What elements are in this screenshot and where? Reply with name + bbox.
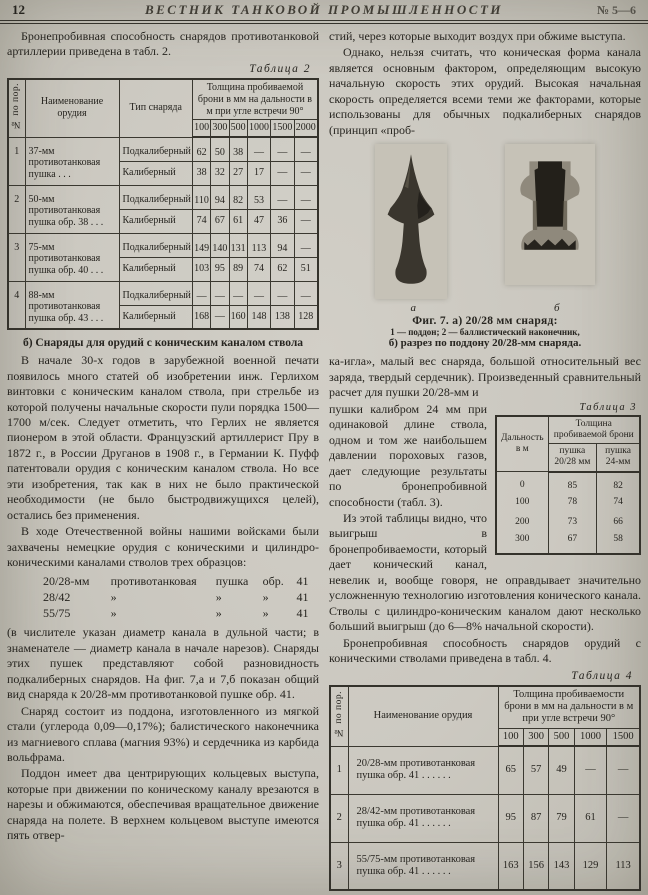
table-cell: 55/75-мм противотанковая пушка обр. 41 . . . . . .	[348, 842, 498, 890]
table-cell: 20/28-мм противотанковая пушка обр. 41 . . . . . .	[348, 746, 498, 794]
table-cell: 1	[330, 746, 348, 794]
table-cell: 3	[330, 842, 348, 890]
table4-col: 300	[523, 728, 548, 746]
table-cell: 57	[523, 746, 548, 794]
table-cell: 113	[247, 233, 270, 257]
table-row	[8, 185, 318, 209]
table-cell: 113	[607, 842, 640, 890]
projectile-photo-b	[505, 144, 595, 285]
table-cell: 82	[597, 472, 640, 493]
table-cell: 2	[8, 185, 25, 233]
table-cell: 74	[192, 209, 210, 233]
table-cell: 51	[294, 257, 318, 281]
projectile-photo-a	[375, 144, 447, 299]
table3-caption: Таблица 3	[579, 401, 637, 413]
table-cell: 94	[271, 233, 294, 257]
paragraph-war-trophies: В ходе Отечественной войны нашими войсками были захвачены немецкие орудия с коническими и цилиндро-коническими каналами стволов трех образцов:	[7, 524, 319, 570]
table-cell: 50-мм противотанковая пушка обр. 38 . . .	[25, 185, 119, 233]
table-cell: 82	[229, 185, 247, 209]
table-cell: Калиберный	[119, 305, 192, 329]
table-cell: 61	[229, 209, 247, 233]
figure-label-b: б	[553, 302, 560, 315]
table-cell: 74	[597, 493, 640, 513]
table-cell: 110	[192, 185, 210, 209]
section-heading: б) Снаряды для орудий с коническим каналом ствола	[22, 337, 304, 350]
table-cell: 138	[271, 305, 294, 329]
list-cell: пушка	[215, 573, 249, 588]
table-cell: Калиберный	[119, 257, 192, 281]
table-cell: 2	[330, 794, 348, 842]
list-cell: »	[110, 606, 117, 621]
table-row	[8, 281, 318, 305]
table-row	[8, 233, 318, 257]
table-cell: 163	[498, 842, 523, 890]
paragraph-vyigrysh: Из этой таблицы видно, что выигрыш в бронепробиваемости, который дает конический канал, невелик и, вообще говоря, не оправдывает значительно усложненную технологию изготовления конического канала. Стволы с цилиндро-коническим каналом дают несколько больший выигрыш (до 6—8% начальной скорости).	[329, 510, 641, 634]
table-cell: 87	[523, 794, 548, 842]
table-cell: —	[607, 794, 640, 842]
gun-list	[43, 573, 319, 622]
paragraph-history: В начале 30-х годов в зарубежной военной печати появилось много статей об изобретении инж. Герлихом винтовки с коническим каналом ствола, при стрельбе из которой получены начальные скорости пули порядка 1500—1700 м/сек. Следует отметить, что Герлих не является пионером в этой области. Французский артиллерист Пру в 1872 г., в России Друганов в 1908 г., в Германии К. Пуфф патентовали орудия с коническим каналом ствола. Но все эти изобретения, так как в них не было практической необходимости (не было быстродвижущихся целей), остались без применения.	[7, 353, 319, 522]
table-cell: —	[294, 161, 318, 185]
page-number: 12	[12, 2, 25, 17]
list-item	[43, 605, 319, 621]
table-cell: 100	[496, 493, 548, 513]
table-cell: 74	[247, 257, 270, 281]
right-column	[329, 29, 641, 891]
table-cell: —	[271, 137, 294, 161]
figure-7	[329, 144, 641, 349]
figure-caption-line3: б) разрез по поддону 20/28-мм снаряда.	[388, 337, 582, 350]
issue-number: № 5—6	[596, 3, 636, 17]
table-cell: Калиберный	[119, 209, 192, 233]
table4	[329, 685, 641, 892]
list-cell: 55/75	[43, 606, 71, 621]
table2-header-span: Толщина пробиваемой брони в мм на дальности в м при угле встречи 90°	[192, 79, 318, 120]
table-cell: 67	[548, 533, 597, 554]
table2-col: 2000	[294, 120, 318, 137]
list-cell: противотанковая	[110, 573, 197, 588]
table-cell: 95	[211, 257, 229, 281]
table-cell: —	[294, 185, 318, 209]
table-cell: 27	[229, 161, 247, 185]
table3-header-range: Дальность в м	[496, 416, 548, 472]
list-cell: 28/42	[43, 589, 71, 604]
table2	[7, 78, 319, 330]
table-row	[496, 472, 640, 493]
table-cell: 103	[192, 257, 210, 281]
list-cell: »	[110, 589, 117, 604]
table-cell: —	[247, 281, 270, 305]
table-cell: 49	[549, 746, 574, 794]
table4-header-name: Наименование орудия	[348, 686, 498, 747]
table-row	[330, 842, 640, 890]
table-cell: 53	[247, 185, 270, 209]
figure-caption-line2: 1 — поддон; 2 — баллистический наконечник,	[390, 327, 580, 338]
table-cell: 66	[597, 513, 640, 533]
left-column	[7, 29, 319, 891]
table-cell: 156	[523, 842, 548, 890]
list-item	[43, 573, 319, 589]
table-cell: 94	[211, 185, 229, 209]
paragraph-odnako: Однако, нельзя считать, что коническая форма канала является основным фактором, определяющим высокую начальную скорость этих орудий. Высокая начальная скорость определяется всеми теми же факторами, которые использованы для обычных подкалиберных снарядов (принцип «проб-	[329, 45, 641, 137]
table-cell: 58	[597, 533, 640, 554]
table-cell: 78	[548, 493, 597, 513]
table-cell: 3	[8, 233, 25, 281]
table-row	[496, 533, 640, 554]
table-cell: 62	[271, 257, 294, 281]
table4-caption: Таблица 4	[571, 669, 633, 682]
table-cell: Подкалиберный	[119, 281, 192, 305]
paragraph-igla-full: ка-игла», малый вес снаряда, большой относительный вес заряда, твердый сердечник). Произведенный сравнительный расчет для пушки 20/28-мм и	[329, 354, 641, 400]
table-cell: —	[271, 185, 294, 209]
table2-header-name: Наименование орудия	[25, 79, 119, 137]
table-cell: Подкалиберный	[119, 233, 192, 257]
paragraph-shell-design: Снаряд состоит из поддона, изготовленного из мягкой стали (углерода 0,09—0,17%); балистического наконечника из магниевого сплава (магния 93%) и сердечника из карбида вольфрама.	[7, 703, 319, 764]
list-cell: »	[215, 606, 222, 621]
table-cell: —	[607, 746, 640, 794]
paragraph-note: (в числителе указан диаметр канала в дульной части; в знаменателе — диаметр канала в начале нарезов). Снаряды этих пушек представляют собой разновидность подкалиберных снарядов. На фиг. 7,а и 7,б показан общий вид снаряда к 20/28-мм противотанковой пушке обр. 41.	[7, 625, 319, 702]
table-row	[330, 794, 640, 842]
table4-header-num: № по пор.	[330, 686, 348, 747]
table-cell: 61	[574, 794, 607, 842]
table-cell: 47	[247, 209, 270, 233]
table-cell: 95	[498, 794, 523, 842]
table-cell: 50	[211, 137, 229, 161]
list-cell: обр.	[262, 573, 284, 588]
table-cell: —	[574, 746, 607, 794]
table-row	[496, 513, 640, 533]
table-cell: —	[294, 209, 318, 233]
table3-header-span: Толщина пробиваемой брони	[548, 416, 640, 444]
list-item	[43, 589, 319, 605]
table3-header-gun2: пушка 24-мм	[597, 444, 640, 472]
table-row	[496, 493, 640, 513]
table-cell: 4	[8, 281, 25, 329]
table3	[495, 415, 641, 555]
table-cell: Подкалиберный	[119, 137, 192, 161]
table-cell: 160	[229, 305, 247, 329]
figure-sub-labels	[329, 302, 641, 314]
list-cell: 41	[296, 573, 309, 588]
list-cell: »	[262, 606, 269, 621]
projectile-section-image	[514, 149, 586, 275]
table-cell: 131	[229, 233, 247, 257]
table-cell: 28/42-мм противотанковая пушка обр. 41 . . . . . .	[348, 794, 498, 842]
table-cell: 128	[294, 305, 318, 329]
table-cell: 17	[247, 161, 270, 185]
table2-caption: Таблица 2	[249, 62, 311, 75]
table2-col: 500	[229, 120, 247, 137]
table-cell: —	[294, 233, 318, 257]
paragraph-igla-wrapped: пушки калибром 24 мм при одинаковой длине ствола, одном и том же наибольшем давлении пороховых газов, дает следующие результаты по бронепробивной способности (табл. 3).	[329, 401, 487, 509]
table4-col: 1000	[574, 728, 607, 746]
list-cell: 41	[296, 589, 309, 604]
paragraph-poddon: Поддон имеет два центрирующих кольцевых выступа, которые при движении по коническому каналу врезаются в нарезы и обжимаются, обеспечивая вращательное движение снаряда на полете. В верхнем кольцевом выступе имеются пять отвер-	[7, 766, 319, 843]
list-cell: 20/28-мм	[43, 573, 90, 588]
table-cell: 85	[548, 472, 597, 493]
table-cell: 200	[496, 513, 548, 533]
table-cell: 62	[192, 137, 210, 161]
figure-caption-line1: Фиг. 7. а) 20/28 мм снаряд:	[412, 315, 558, 328]
running-head	[0, 0, 648, 24]
list-cell: »	[262, 589, 269, 604]
table-cell: —	[192, 281, 210, 305]
table-cell: 75-мм противотанковая пушка обр. 40 . . .	[25, 233, 119, 281]
table-cell: 300	[496, 533, 548, 554]
table2-col: 1500	[271, 120, 294, 137]
table4-col: 500	[549, 728, 574, 746]
table-cell: 1	[8, 137, 25, 185]
table-cell: 129	[574, 842, 607, 890]
table-cell: —	[229, 281, 247, 305]
table-cell: 168	[192, 305, 210, 329]
table2-header-num: № по пор.	[8, 79, 25, 137]
paragraph-intro: Бронепробивная способность снарядов противотанковой артиллерии приведена в табл. 2.	[7, 29, 319, 59]
projectile-image	[384, 149, 438, 289]
table-cell: 89	[229, 257, 247, 281]
table4-col: 100	[498, 728, 523, 746]
table-cell: Подкалиберный	[119, 185, 192, 209]
table3-block	[495, 402, 641, 555]
table-cell: Калиберный	[119, 161, 192, 185]
table-cell: 79	[549, 794, 574, 842]
figure-photos	[329, 144, 641, 299]
table-cell: 148	[247, 305, 270, 329]
table2-col: 1000	[247, 120, 270, 137]
table2-col: 100	[192, 120, 210, 137]
table-cell: —	[211, 305, 229, 329]
table-cell: 36	[271, 209, 294, 233]
table-cell: —	[294, 281, 318, 305]
table2-header-type: Тип снаряда	[119, 79, 192, 137]
table-row	[330, 746, 640, 794]
paragraph-continuation: стий, через которые выходит воздух при обжиме выступа.	[329, 29, 626, 43]
table4-col: 1500	[607, 728, 640, 746]
figure-label-a: а	[410, 302, 416, 315]
table-row	[8, 137, 318, 161]
journal-title: ВЕСТНИК ТАНКОВОЙ ПРОМЫШЛЕННОСТИ	[144, 2, 504, 17]
table-cell: 32	[211, 161, 229, 185]
table3-header-gun1: пушка 20/28 мм	[548, 444, 597, 472]
table-cell: 88-мм противотанковая пушка обр. 43 . . .	[25, 281, 119, 329]
page-body	[0, 24, 648, 891]
list-cell: »	[215, 589, 222, 604]
table-cell: 73	[548, 513, 597, 533]
table-cell: —	[211, 281, 229, 305]
table-cell: —	[271, 281, 294, 305]
table-cell: 0	[496, 472, 548, 493]
table4-header-span: Толщина пробиваемости брони в мм на дальности в м при угле встречи 90°	[498, 686, 640, 729]
table-cell: 67	[211, 209, 229, 233]
list-cell: 41	[296, 606, 309, 621]
table-cell: 38	[192, 161, 210, 185]
table-cell: —	[247, 137, 270, 161]
table-cell: —	[271, 161, 294, 185]
table-cell: 143	[549, 842, 574, 890]
table-cell: 37-мм противотанковая пушка . . .	[25, 137, 119, 185]
paragraph-tabl4-intro: Бронепробивная способность снарядов орудий с коническими стволами приведена в табл. 4.	[329, 635, 641, 666]
table-cell: 149	[192, 233, 210, 257]
table-cell: 65	[498, 746, 523, 794]
table-cell: —	[294, 137, 318, 161]
table-cell: 140	[211, 233, 229, 257]
table2-col: 300	[211, 120, 229, 137]
table-cell: 38	[229, 137, 247, 161]
